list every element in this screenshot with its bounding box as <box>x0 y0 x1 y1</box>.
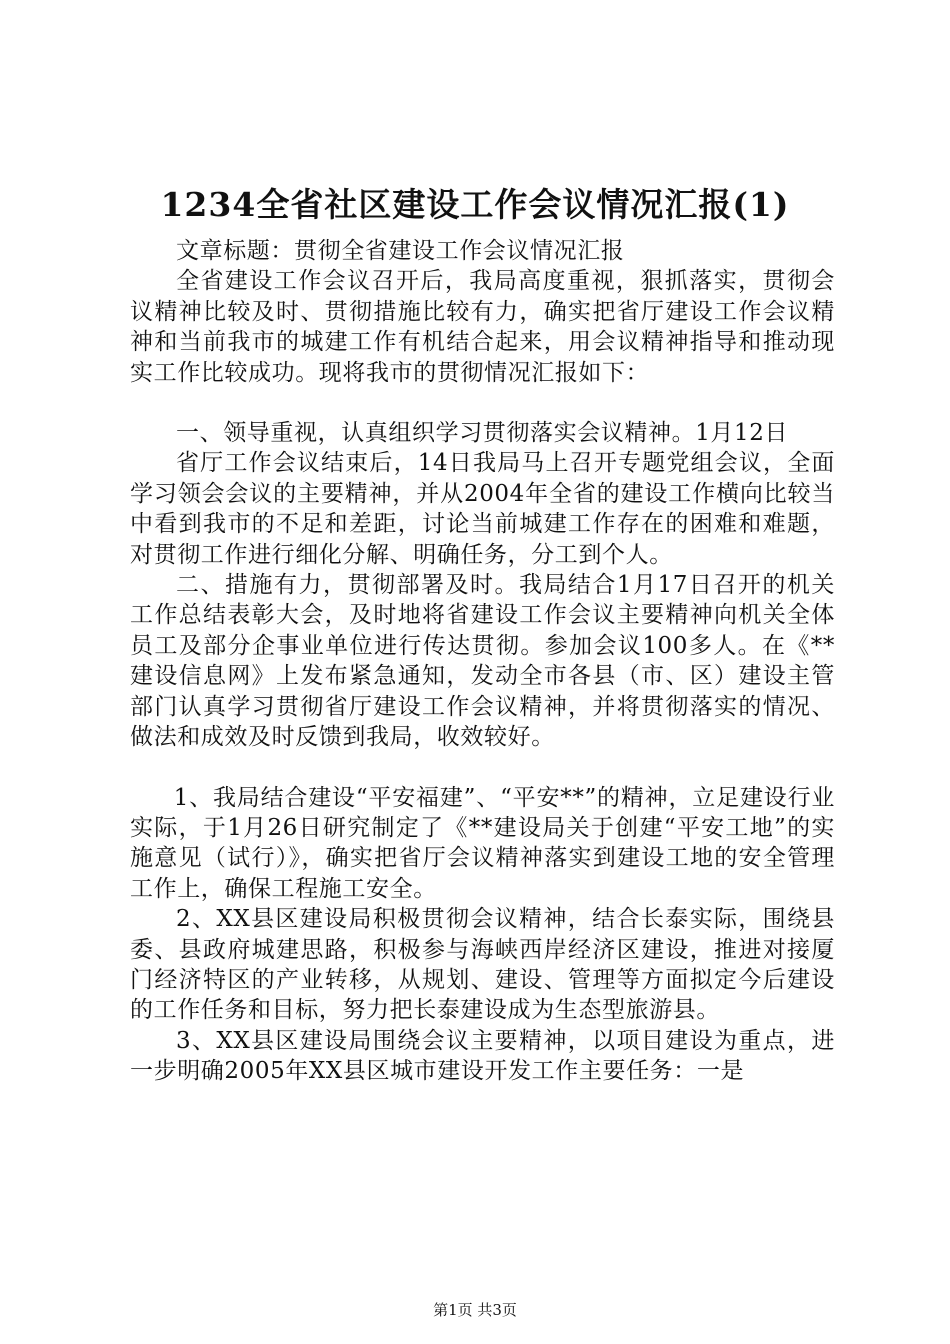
item-one-paragraph: 1、我局结合建设“平安福建”、“平安**”的精神，立足建设行业实际，于1月26日研究制定了《**建设局关于创建“平安工地”的实施意见（试行）》，确实把省厅会议精神落实到建设工地的安全管理工作上，确保工程施工安全。 <box>130 784 835 902</box>
section-one-heading: 一、领导重视，认真组织学习贯彻落实会议精神。1月12日 <box>176 420 789 447</box>
article-title-line: 文章标题：贯彻全省建设工作会议情况汇报 <box>176 238 625 264</box>
item-two-paragraph: 2、XX县区建设局积极贯彻会议精神，结合长泰实际，围绕县委、县政府城建思路，积极参与海峡西岸经济区建设，推进对接厦门经济特区的产业转移，从规划、建设、管理等方面拟定今后建设的工作任务和目标，努力把长泰建设成为生态型旅游县。 <box>130 906 835 1024</box>
document-title: 1234全省社区建设工作会议情况汇报(1) <box>160 185 790 224</box>
section-two-paragraph: 二、措施有力，贯彻部署及时。我局结合1月17日召开的机关工作总结表彰大会，及时地将省建设工作会议主要精神向机关全体员工及部分企事业单位进行传达贯彻。参加会议100多人。在《**建设信息网》上发布紧急通知，发动全市各县（市、区）建设主管部门认真学习贯彻省厅建设工作会议精神，并将贯彻落实的情况、做法和成效及时反馈到我局，收效较好。 <box>130 572 835 751</box>
document-body <box>130 236 835 1087</box>
section-one-paragraph: 省厅工作会议结束后，14日我局马上召开专题党组会议，全面学习领会会议的主要精神，并从2004年全省的建设工作横向比较当中看到我市的不足和差距，讨论当前城建工作存在的困难和难题，对贯彻工作进行细化分解、明确任务，分工到个人。 <box>130 450 835 568</box>
page-number-footer: 第1页 共3页 <box>433 1301 517 1319</box>
paragraph-spacer <box>130 753 835 783</box>
paragraph-spacer <box>130 388 835 418</box>
intro-paragraph: 全省建设工作会议召开后，我局高度重视，狠抓落实，贯彻会议精神比较及时、贯彻措施比较有力，确实把省厅建设工作会议精神和当前我市的城建工作有机结合起来，用会议精神指导和推动现实工作比较成功。现将我市的贯彻情况汇报如下： <box>130 268 835 386</box>
item-three-paragraph: 3、XX县区建设局围绕会议主要精神，以项目建设为重点，进一步明确2005年XX县区城市建设开发工作主要任务：一是 <box>130 1027 835 1085</box>
